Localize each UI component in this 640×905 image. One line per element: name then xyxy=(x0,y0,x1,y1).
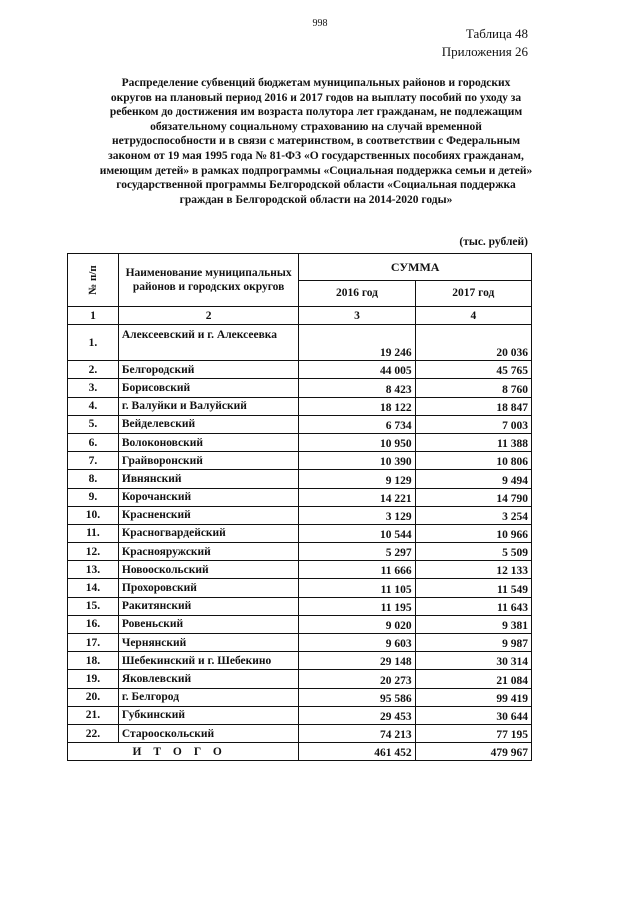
table-row xyxy=(68,433,532,451)
row-value-2017: 9 494 xyxy=(415,470,531,488)
row-number: 12. xyxy=(68,543,119,561)
table-row xyxy=(68,415,532,433)
title-line: ребенком до достижения им возраста полутора лет гражданам, не подлежащим xyxy=(109,106,523,119)
row-value-2016: 8 423 xyxy=(299,379,415,397)
row-value-2016: 14 221 xyxy=(299,488,415,506)
row-value-2017: 20 036 xyxy=(415,325,531,361)
row-number: 20. xyxy=(68,688,119,706)
row-value-2016: 29 453 xyxy=(299,706,415,724)
document-title xyxy=(86,76,546,207)
row-value-2016: 9 603 xyxy=(299,634,415,652)
row-value-2017: 10 966 xyxy=(415,524,531,542)
row-value-2016: 5 297 xyxy=(299,543,415,561)
row-name: Грайворонский xyxy=(118,452,298,470)
table-row xyxy=(68,325,532,361)
row-number: 16. xyxy=(68,615,119,633)
row-value-2017: 21 084 xyxy=(415,670,531,688)
row-number: 18. xyxy=(68,652,119,670)
table-row xyxy=(68,361,532,379)
row-value-2017: 10 806 xyxy=(415,452,531,470)
row-value-2016: 11 105 xyxy=(299,579,415,597)
row-number: 15. xyxy=(68,597,119,615)
column-index: 3 xyxy=(299,307,415,325)
table-row xyxy=(68,452,532,470)
row-number: 4. xyxy=(68,397,119,415)
column-index: 4 xyxy=(415,307,531,325)
row-number: 11. xyxy=(68,524,119,542)
row-value-2016: 29 148 xyxy=(299,652,415,670)
row-value-2017: 12 133 xyxy=(415,561,531,579)
table-row xyxy=(68,688,532,706)
title-line: законом от 19 мая 1995 года № 81-ФЗ «О государственных пособиях гражданам, xyxy=(108,149,524,162)
row-value-2017: 45 765 xyxy=(415,361,531,379)
row-name: Старооскольский xyxy=(118,724,298,742)
row-name: Красногвардейский xyxy=(118,524,298,542)
row-name: Алексеевский и г. Алексеевка xyxy=(118,325,298,361)
row-value-2016: 3 129 xyxy=(299,506,415,524)
table-row xyxy=(68,397,532,415)
table-row xyxy=(68,488,532,506)
row-value-2016: 11 666 xyxy=(299,561,415,579)
row-value-2016: 10 950 xyxy=(299,433,415,451)
row-value-2016: 95 586 xyxy=(299,688,415,706)
table-row xyxy=(68,670,532,688)
total-value-2016: 461 452 xyxy=(299,743,415,761)
header-name: Наименование муниципальных районов и городских округов xyxy=(118,254,298,307)
row-number: 22. xyxy=(68,724,119,742)
row-value-2017: 18 847 xyxy=(415,397,531,415)
row-value-2017: 30 314 xyxy=(415,652,531,670)
row-number: 6. xyxy=(68,433,119,451)
row-value-2016: 74 213 xyxy=(299,724,415,742)
appendix-number: Приложения 26 xyxy=(441,44,528,59)
table-row xyxy=(68,724,532,742)
table-row xyxy=(68,470,532,488)
row-value-2016: 10 544 xyxy=(299,524,415,542)
row-value-2017: 9 381 xyxy=(415,615,531,633)
title-line: округов на плановый период 2016 и 2017 годов на выплату пособий по уходу за xyxy=(110,91,522,104)
row-value-2017: 14 790 xyxy=(415,488,531,506)
title-line: Распределение субвенций бюджетам муниципальных районов и городских xyxy=(121,77,511,89)
header-year-2016: 2016 год xyxy=(299,280,415,307)
total-label: ИТОГО xyxy=(68,743,299,761)
row-number: 2. xyxy=(68,361,119,379)
column-index: 2 xyxy=(118,307,298,325)
row-number: 7. xyxy=(68,452,119,470)
table-row xyxy=(68,634,532,652)
header-year-2017: 2017 год xyxy=(415,280,531,307)
row-number: 5. xyxy=(68,415,119,433)
row-value-2017: 7 003 xyxy=(415,415,531,433)
row-name: Красненский xyxy=(118,506,298,524)
row-value-2017: 99 419 xyxy=(415,688,531,706)
row-name: Краснояружский xyxy=(118,543,298,561)
row-name: Яковлевский xyxy=(118,670,298,688)
title-line: имеющим детей» в рамках подпрограммы «Социальная поддержка семьи и детей» xyxy=(99,164,533,177)
row-value-2016: 11 195 xyxy=(299,597,415,615)
row-number: 14. xyxy=(68,579,119,597)
column-index: 1 xyxy=(68,307,119,325)
row-value-2017: 5 509 xyxy=(415,543,531,561)
row-number: 8. xyxy=(68,470,119,488)
row-name: г. Валуйки и Валуйский xyxy=(118,397,298,415)
row-name: Волоконовский xyxy=(118,433,298,451)
table-row xyxy=(68,597,532,615)
total-row xyxy=(68,743,532,761)
row-name: Шебекинский и г. Шебекино xyxy=(118,652,298,670)
table-row xyxy=(68,543,532,561)
row-number: 1. xyxy=(68,325,119,361)
table-reference xyxy=(442,25,528,61)
row-value-2016: 20 273 xyxy=(299,670,415,688)
row-value-2017: 9 987 xyxy=(415,634,531,652)
row-value-2016: 10 390 xyxy=(299,452,415,470)
row-value-2016: 9 129 xyxy=(299,470,415,488)
row-value-2017: 11 643 xyxy=(415,597,531,615)
table-row xyxy=(68,561,532,579)
row-value-2016: 18 122 xyxy=(299,397,415,415)
row-name: Чернянский xyxy=(118,634,298,652)
row-name: г. Белгород xyxy=(118,688,298,706)
row-value-2016: 44 005 xyxy=(299,361,415,379)
column-index-row xyxy=(68,307,532,325)
row-name: Губкинский xyxy=(118,706,298,724)
row-name: Вейделевский xyxy=(118,415,298,433)
row-value-2016: 6 734 xyxy=(299,415,415,433)
table-header-row xyxy=(68,254,532,281)
row-number: 10. xyxy=(68,506,119,524)
total-value-2017: 479 967 xyxy=(415,743,531,761)
title-line: обязательному социальному страхованию на случай временной xyxy=(150,120,482,133)
row-value-2017: 3 254 xyxy=(415,506,531,524)
row-name: Прохоровский xyxy=(118,579,298,597)
table-row xyxy=(68,579,532,597)
row-number: 21. xyxy=(68,706,119,724)
row-name: Ровеньский xyxy=(118,615,298,633)
header-num: № п/п xyxy=(86,265,99,295)
table-row xyxy=(68,652,532,670)
table-row xyxy=(68,506,532,524)
row-value-2017: 30 644 xyxy=(415,706,531,724)
row-value-2017: 8 760 xyxy=(415,379,531,397)
title-line: граждан в Белгородской области на 2014-2020 годы» xyxy=(179,193,453,206)
table-row xyxy=(68,706,532,724)
header-num-cell xyxy=(68,254,119,307)
row-value-2016: 19 246 xyxy=(299,325,415,361)
row-value-2016: 9 020 xyxy=(299,615,415,633)
row-name: Корочанский xyxy=(118,488,298,506)
row-name: Новооскольский xyxy=(118,561,298,579)
page-number: 998 xyxy=(312,18,328,29)
header-sum: СУММА xyxy=(299,254,532,281)
table-number: Таблица 48 xyxy=(465,26,528,41)
row-name: Ракитянский xyxy=(118,597,298,615)
row-value-2017: 77 195 xyxy=(415,724,531,742)
title-line: нетрудоспособности и в связи с материнством, в соответствии с Федеральным xyxy=(111,135,521,148)
row-number: 17. xyxy=(68,634,119,652)
subsidy-table xyxy=(67,253,532,761)
row-value-2017: 11 388 xyxy=(415,433,531,451)
table-row xyxy=(68,379,532,397)
row-name: Борисовский xyxy=(118,379,298,397)
title-line: государственной программы Белгородской области «Социальная поддержка xyxy=(116,179,516,192)
row-name: Ивнянский xyxy=(118,470,298,488)
row-number: 13. xyxy=(68,561,119,579)
row-number: 19. xyxy=(68,670,119,688)
table-row xyxy=(68,615,532,633)
row-name: Белгородский xyxy=(118,361,298,379)
row-number: 9. xyxy=(68,488,119,506)
row-value-2017: 11 549 xyxy=(415,579,531,597)
units-label: (тыс. рублей) xyxy=(459,236,528,248)
table-row xyxy=(68,524,532,542)
row-number: 3. xyxy=(68,379,119,397)
